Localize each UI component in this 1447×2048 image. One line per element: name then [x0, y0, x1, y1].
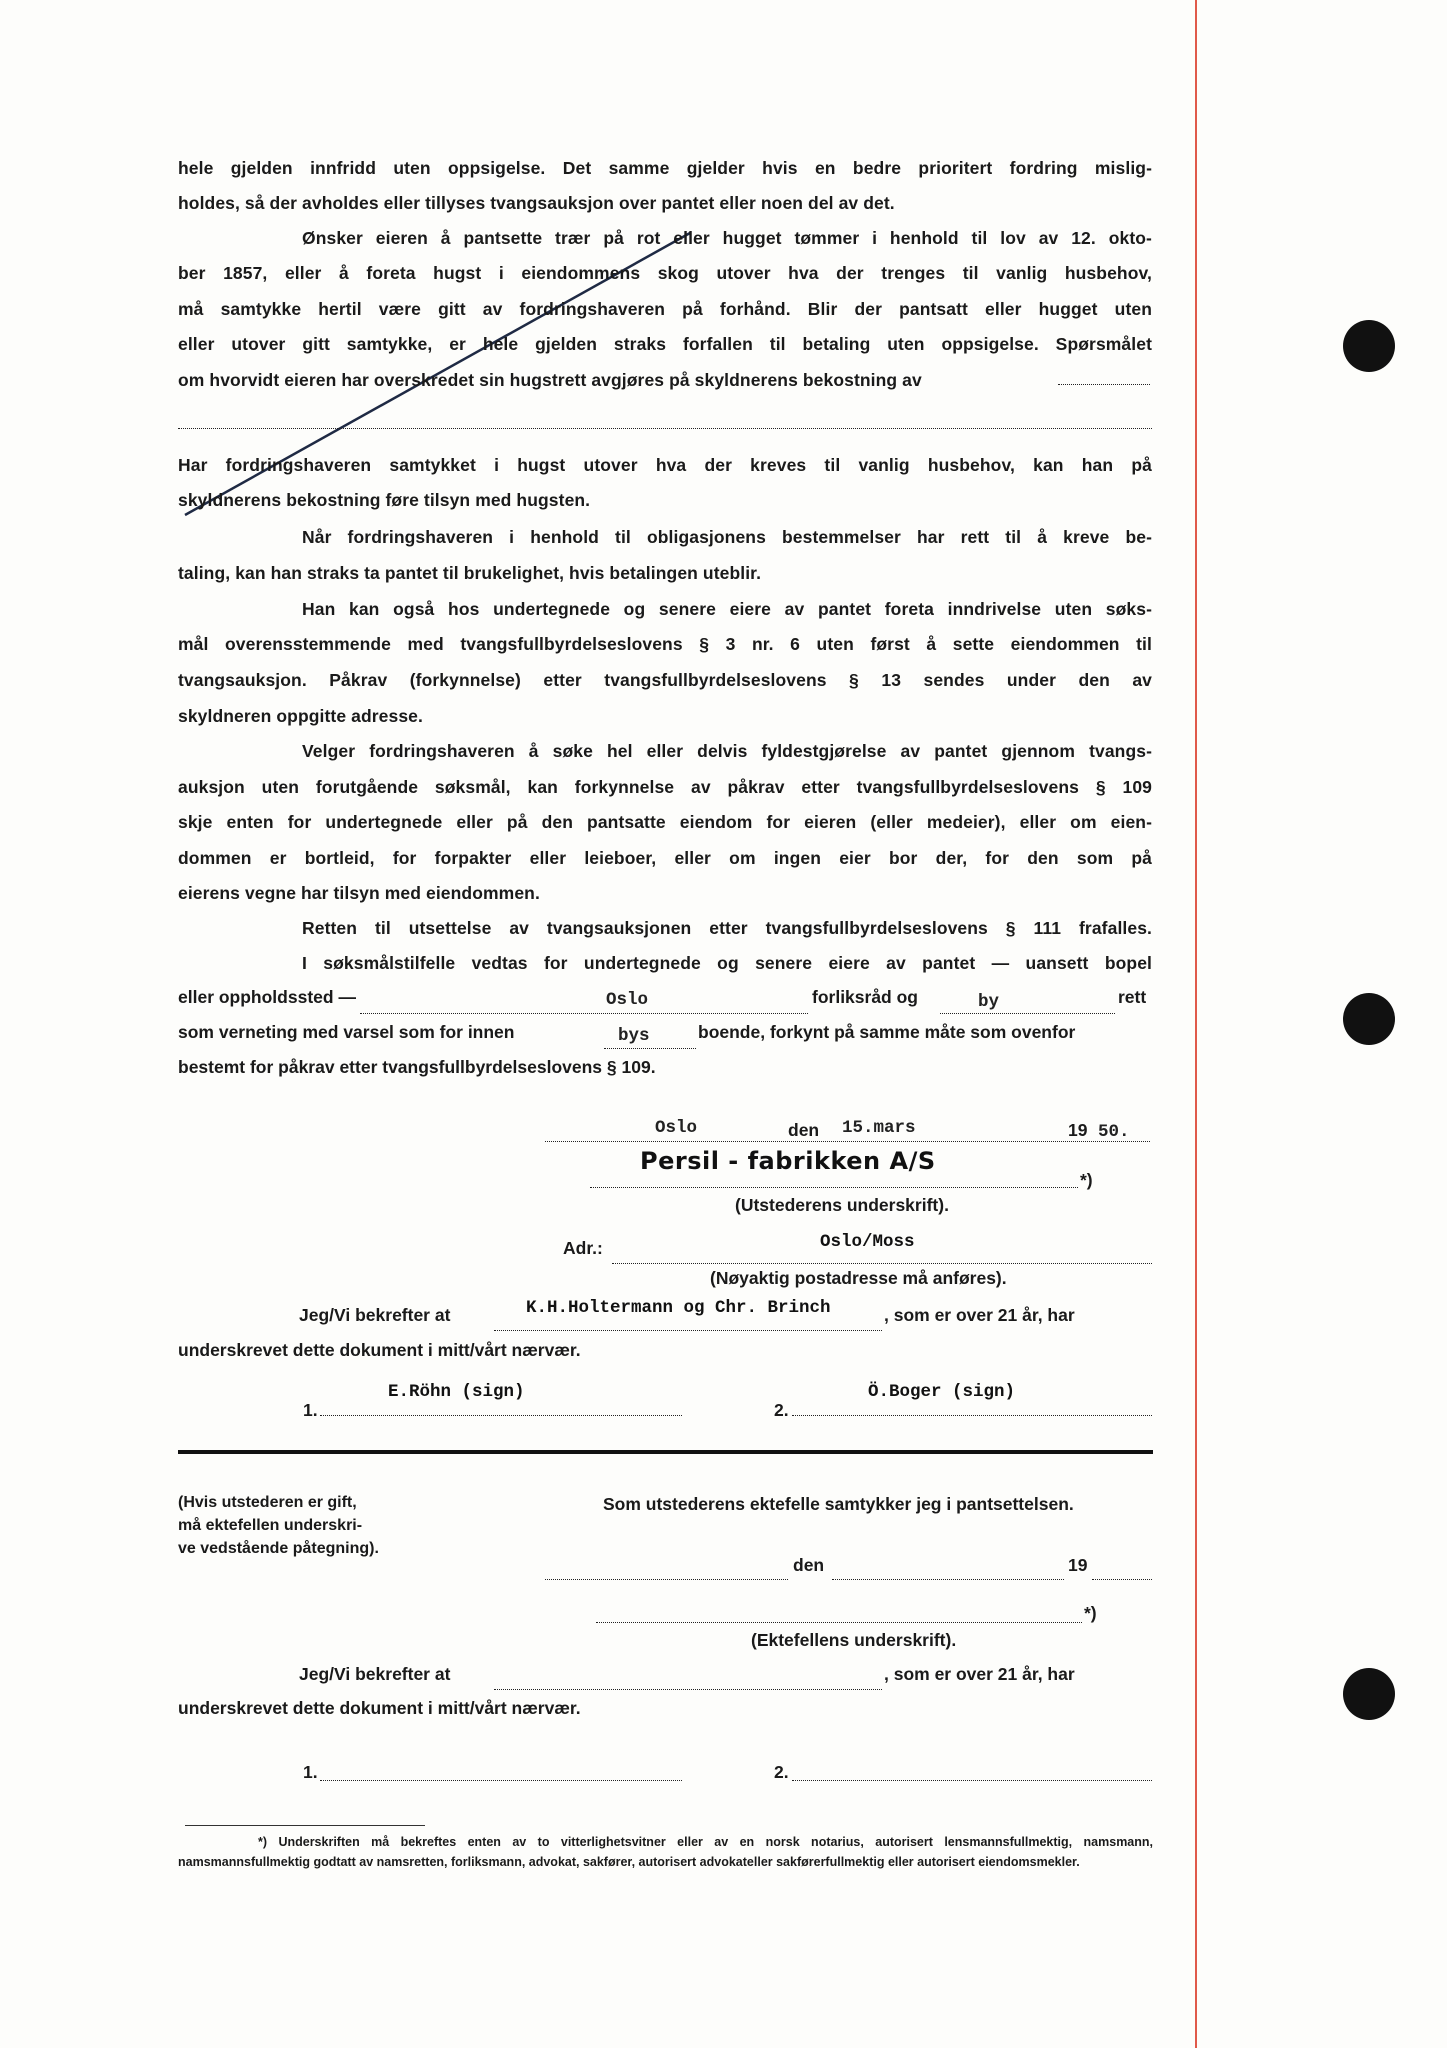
witness-1-line — [320, 1415, 682, 1416]
witness-1-number: 1. — [303, 1400, 318, 1420]
witness-1-typed: E.Röhn (sign) — [388, 1382, 525, 1402]
year-suffix-handwritten: 50. — [1098, 1122, 1130, 1142]
spouse-date-fill — [832, 1579, 1064, 1580]
venue-city-handwritten: Oslo — [606, 990, 649, 1010]
venue-rett-label: rett — [1118, 987, 1147, 1007]
address-caption: (Nøyaktig postadresse må anføres). — [710, 1268, 1007, 1288]
witness-2-typed: Ö.Boger (sign) — [868, 1382, 1016, 1402]
place-handwritten: Oslo — [655, 1118, 698, 1138]
paragraph-2-line-3: må samtykke hertil være gitt av fordringshaveren på forhånd. Blir der pantsatt eller hugget uten — [178, 299, 1152, 319]
witness-names-fill — [494, 1330, 882, 1331]
paragraph-2-line-5: om hvorvidt eieren har overskredet sin hugstrett avgjøres på skyldnerens bekostning av — [178, 370, 922, 390]
issuer-signature-marker: *) — [1080, 1170, 1093, 1190]
paragraph-6-line-5: eierens vegne har tilsyn med eiendommen. — [178, 883, 540, 903]
paragraph-5-line-3: tvangsauksjon. Påkrav (forkynnelse) etter tvangsfullbyrdelseslovens § 13 sendes under den av — [178, 670, 1152, 690]
paragraph-2-line-2: ber 1857, eller å foreta hugst i eiendommens skog utover hva der trenges til vanlig husbehov, — [178, 263, 1152, 283]
paragraph-6-line-3: skje enten for undertegnede eller på den pantsatte eiendom for eieren (eller medeier), eller om eien- — [178, 812, 1152, 832]
issuer-signature-caption: (Utstederens underskrift). — [735, 1195, 949, 1215]
spouse-witness-2-number: 2. — [774, 1762, 789, 1782]
paragraph-4-line-2: taling, kan han straks ta pantet til brukelighet, hvis betalingen uteblir. — [178, 563, 762, 583]
spouse-witness-confirm-end: , som er over 21 år, har — [884, 1664, 1075, 1684]
paragraph-1-line-2: holdes, så der avholdes eller tillyses tvangsauksjon over pantet eller noen del av det. — [178, 193, 895, 213]
year-prefix: 19 — [1068, 1120, 1088, 1140]
venue-bys-handwritten: bys — [618, 1026, 650, 1046]
section-divider — [178, 1450, 1153, 1454]
spouse-note-line-2: må ektefellen underskri- — [178, 1517, 363, 1534]
paragraph-5-line-2: mål overensstemmende med tvangsfullbyrdelseslovens § 3 nr. 6 uten først å sette eiendommen til — [178, 634, 1152, 654]
company-stamp: Persil - fabrikken A/S — [640, 1147, 936, 1175]
paragraph-5-line-4: skyldneren oppgitte adresse. — [178, 706, 423, 726]
paragraph-6-line-2: auksjon uten forutgående søksmål, kan forkynnelse av påkrav etter tvangsfullbyrdelseslovens § 109 — [178, 777, 1152, 797]
spouse-place-fill — [545, 1579, 788, 1580]
paragraph-8-line-1: I søksmålstilfelle vedtas for undertegnede og senere eiere av pantet — uansett bopel — [302, 953, 1152, 973]
witness-confirm-end: , som er over 21 år, har — [884, 1305, 1075, 1325]
paragraph-6-line-4: dommen er bortleid, for forpakter eller leieboer, eller om ingen eier bor der, for den som på — [178, 848, 1152, 868]
spouse-signature-marker: *) — [1084, 1603, 1097, 1623]
paragraph-1-line-1: hele gjelden innfridd uten oppsigelse. Det samme gjelder hvis en bedre prioritert fordring mislig- — [178, 158, 1152, 178]
spouse-note-line-1: (Hvis utstederen er gift, — [178, 1494, 357, 1511]
spouse-witness-1-line — [320, 1780, 682, 1781]
paragraph-3-line-2: skyldnerens bekostning føre tilsyn med hugsten. — [178, 490, 591, 510]
issuer-signature-line — [590, 1187, 1078, 1188]
spouse-witness-names-fill — [494, 1689, 882, 1690]
witness-2-number: 2. — [774, 1400, 789, 1420]
address-fill — [612, 1263, 1152, 1264]
venue-court-handwritten: by — [978, 992, 1000, 1012]
paragraph-8-line-4: bestemt for påkrav etter tvangsfullbyrdelseslovens § 109. — [178, 1057, 656, 1077]
spouse-note-line-3: ve vedstående påtegning). — [178, 1540, 379, 1557]
venue-city-fill — [360, 1013, 808, 1014]
paragraph-6-line-1: Velger fordringshaveren å søke hel eller delvis fyldestgjørelse av pantet gjennom tvangs- — [302, 741, 1152, 761]
spouse-witness-confirm-line-2: underskrevet dette dokument i mitt/vårt nærvær. — [178, 1698, 581, 1718]
spouse-year-prefix: 19 — [1068, 1555, 1088, 1575]
hugst-cost-fill-line-2 — [178, 428, 1152, 429]
spouse-consent: Som utstederens ektefelle samtykker jeg i pantsettelsen. — [603, 1494, 1074, 1514]
witness-confirm-label: Jeg/Vi bekrefter at — [299, 1305, 451, 1325]
venue-forliksrad-label: forliksråd og — [812, 987, 918, 1007]
footnote: *) Underskriften må bekreftes enten av to vitterlighetsvitner eller av en norsk notarius, autorisert lensmannsfullmektig, namsmann, namsmannsfullmektig godtatt av namsretten, forliksmann, advokat, sakfører, autorisert advokateller sakførerfullmektig eller autorisert eiendomsmekler. — [178, 1835, 1153, 1869]
witness-2-line — [792, 1415, 1152, 1416]
spouse-den-label: den — [793, 1555, 825, 1575]
date-handwritten: 15.mars — [842, 1118, 916, 1138]
hugst-cost-fill-line — [1058, 384, 1150, 385]
paragraph-2-line-4: eller utover gitt samtykke, er hele gjelden straks forfallen til betaling uten oppsigelse. Spørsmålet — [178, 334, 1152, 354]
venue-line-3-start: som verneting med varsel som for innen — [178, 1022, 515, 1042]
spouse-year-fill — [1092, 1579, 1152, 1580]
spouse-witness-1-number: 1. — [303, 1762, 318, 1782]
address-typed: Oslo/Moss — [820, 1232, 915, 1252]
footnote-separator — [185, 1825, 425, 1826]
paragraph-2-line-1: Ønsker eieren å pantsette trær på rot eller hugget tømmer i henhold til lov av 12. okto- — [302, 228, 1152, 248]
witness-names-typed: K.H.Holtermann og Chr. Brinch — [526, 1298, 831, 1318]
paragraph-5-line-1: Han kan også hos undertegnede og senere eiere av pantet foreta inndrivelse uten søks- — [302, 599, 1152, 619]
paragraph-4-line-1: Når fordringshaveren i henhold til obligasjonens bestemmelser har rett til å kreve be- — [302, 527, 1152, 547]
den-label: den — [788, 1120, 820, 1140]
place-date-fill — [545, 1141, 1150, 1142]
spouse-signature-line — [596, 1622, 1082, 1623]
venue-line-3-end: boende, forkynt på samme måte som ovenfor — [698, 1022, 1076, 1042]
venue-line-start: eller oppholdssted — — [178, 987, 356, 1007]
witness-confirm-line-2: underskrevet dette dokument i mitt/vårt nærvær. — [178, 1340, 581, 1360]
spouse-signature-caption: (Ektefellens underskrift). — [751, 1630, 957, 1650]
venue-court-fill — [940, 1013, 1115, 1014]
paragraph-7: Retten til utsettelse av tvangsauksjonen etter tvangsfullbyrdelseslovens § 111 frafalles. — [302, 918, 1152, 938]
spouse-witness-2-line — [792, 1780, 1152, 1781]
address-label: Adr.: — [563, 1238, 603, 1258]
paragraph-3-line-1: Har fordringshaveren samtykket i hugst utover hva der kreves til vanlig husbehov, kan han på — [178, 455, 1152, 475]
venue-bys-fill — [604, 1048, 696, 1049]
spouse-witness-confirm-label: Jeg/Vi bekrefter at — [299, 1664, 451, 1684]
